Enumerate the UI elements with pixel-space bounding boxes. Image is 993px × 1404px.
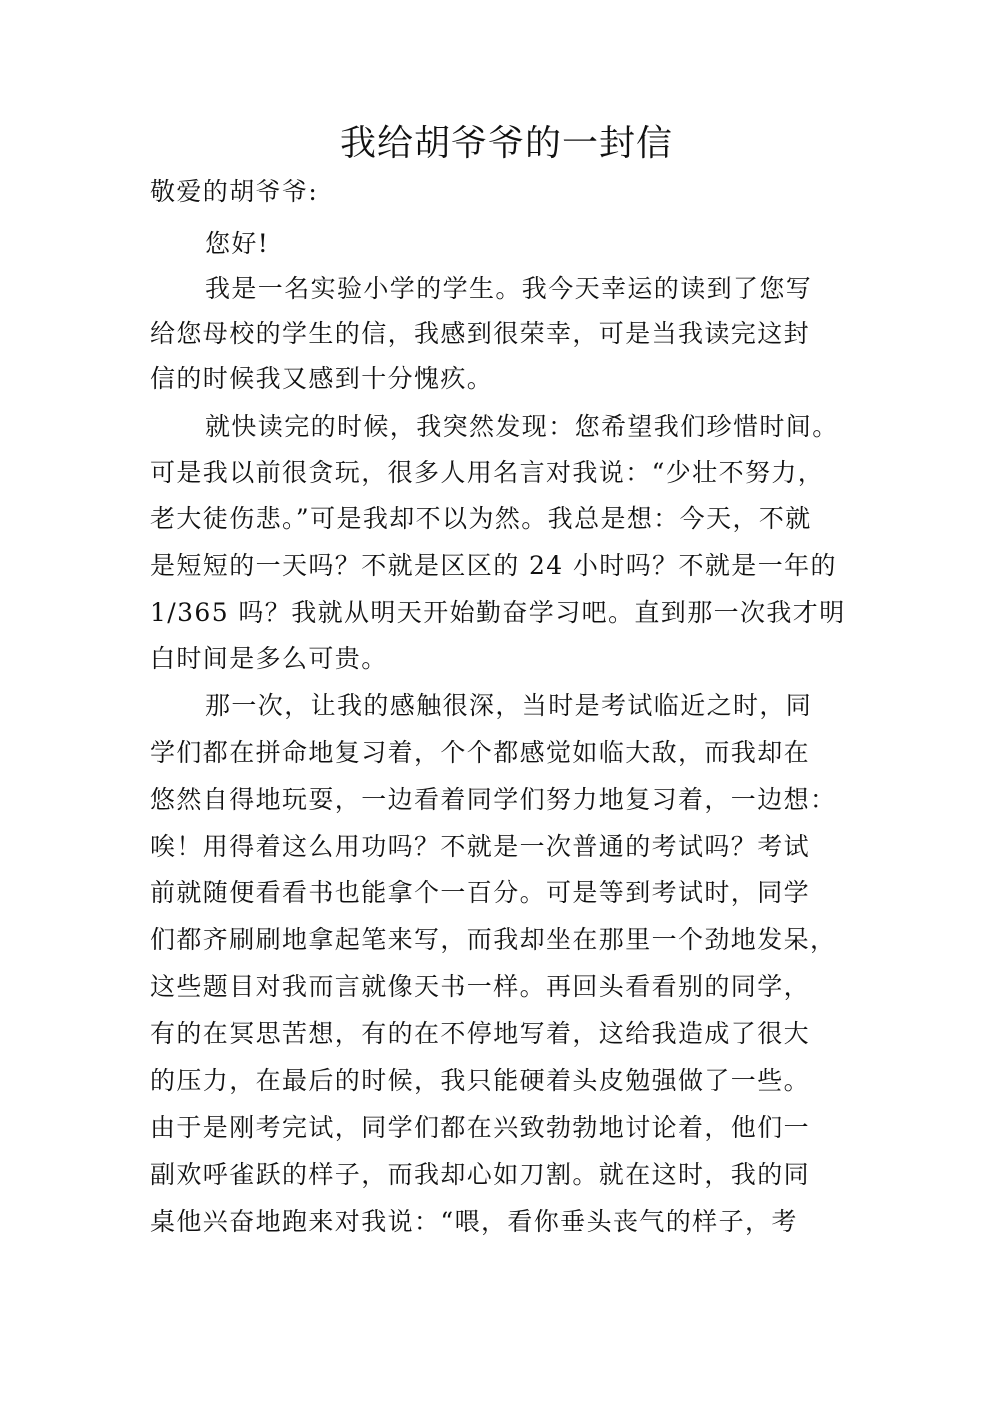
text-line: 的压力，在最后的时候，我只能硬着头皮勉强做了一些。 bbox=[150, 1066, 811, 1095]
text-line: 桌他兴奋地跑来对我说：“喂，看你垂头丧气的样子，考 bbox=[150, 1207, 798, 1236]
text-line: 给您母校的学生的信，我感到很荣幸，可是当我读完这封 bbox=[150, 319, 811, 348]
text-line: 前就随便看看书也能拿个一百分。可是等到考试时，同学 bbox=[150, 878, 811, 907]
text-line: 就快读完的时候，我突然发现：您希望我们珍惜时间。 bbox=[205, 412, 839, 441]
text-line: 唉！用得着这么用功吗？不就是一次普通的考试吗？考试 bbox=[150, 832, 811, 861]
text-line: 1/365 吗？我就从明天开始勤奋学习吧。直到那一次我才明 bbox=[150, 598, 846, 627]
greeting: 您好! bbox=[205, 229, 270, 258]
text-line: 悠然自得地玩耍，一边看着同学们努力地复习着，一边想： bbox=[150, 785, 837, 814]
text-line: 是短短的一天吗？不就是区区的 24 小时吗？不就是一年的 bbox=[150, 551, 837, 580]
text-line: 我是一名实验小学的学生。我今天幸运的读到了您写 bbox=[205, 274, 813, 303]
text-line: 这些题目对我而言就像天书一样。再回头看看别的同学， bbox=[150, 972, 811, 1001]
text-line: 由于是刚考完试，同学们都在兴致勃勃地讨论着，他们一 bbox=[150, 1113, 811, 1142]
text-line: 们都齐刷刷地拿起笔来写，而我却坐在那里一个劲地发呆， bbox=[150, 925, 837, 954]
text-line: 可是我以前很贪玩，很多人用名言对我说：“少壮不努力， bbox=[150, 458, 825, 487]
text-line: 老大徒伤悲。”可是我却不以为然。我总是想：今天，不就 bbox=[150, 504, 812, 533]
text-line: 信的时候我又感到十分愧疚。 bbox=[150, 364, 494, 393]
letter-title: 我给胡爷爷的一封信 bbox=[339, 123, 673, 164]
text-line: 学们都在拼命地复习着，个个都感觉如临大敌，而我却在 bbox=[150, 738, 811, 767]
salutation: 敬爱的胡爷爷: bbox=[150, 177, 319, 206]
text-line: 那一次，让我的感触很深，当时是考试临近之时，同 bbox=[205, 691, 813, 720]
text-line: 有的在冥思苦想，有的在不停地写着，这给我造成了很大 bbox=[150, 1019, 811, 1048]
text-line: 副欢呼雀跃的样子，而我却心如刀割。就在这时，我的同 bbox=[150, 1160, 811, 1189]
text-line: 白时间是多么可贵。 bbox=[150, 644, 388, 673]
